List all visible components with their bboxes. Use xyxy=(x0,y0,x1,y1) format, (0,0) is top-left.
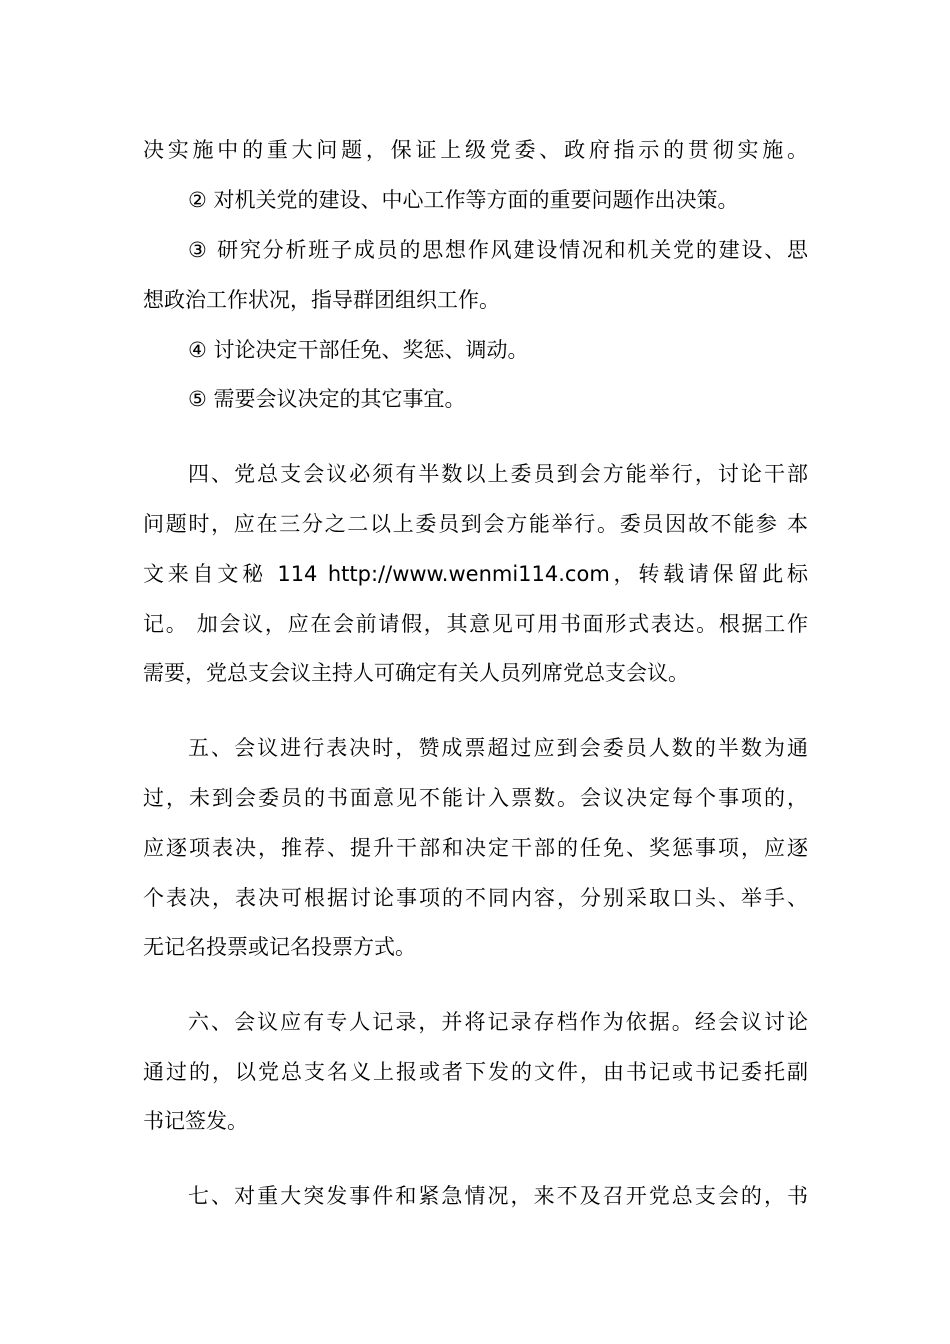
paragraph-7-line: 七、对重大突发事件和紧急情况，来不及召开党总支会的，书 xyxy=(188,1184,808,1208)
paragraph-6-line: 通过的，以党总支名义上报或者下发的文件，由书记或书记委托副 xyxy=(143,1060,808,1084)
paragraph-6-line: 六、会议应有专人记录，并将记录存档作为依据。经会议讨论 xyxy=(188,1010,808,1034)
paragraph-5-line: 无记名投票或记名投票方式。 xyxy=(143,935,416,959)
paragraph-4-line: 问题时，应在三分之二以上委员到会方能举行。委员因故不能参 本 xyxy=(143,512,808,536)
text-line: 决实施中的重大问题，保证上级党委、政府指示的贯彻实施。 xyxy=(143,138,808,162)
paragraph-6-line: 书记签发。 xyxy=(143,1109,248,1133)
paragraph-4-line: 文来自文秘 114 http://www.wenmi114.com，转载请保留此标 xyxy=(143,562,808,586)
paragraph-5-line: 五、会议进行表决时，赞成票超过应到会委员人数的半数为通 xyxy=(188,736,808,760)
paragraph-4-line: 四、党总支会议必须有半数以上委员到会方能举行，讨论干部 xyxy=(188,462,808,486)
list-item: ③ 研究分析班子成员的思想作风建设情况和机关党的建设、思 xyxy=(188,238,808,262)
text-line: 想政治工作状况，指导群团组织工作。 xyxy=(143,288,500,312)
paragraph-5-line: 过，未到会委员的书面意见不能计入票数。会议决定每个事项的， xyxy=(143,786,808,810)
list-item: ④ 讨论决定干部任免、奖惩、调动。 xyxy=(188,338,529,362)
paragraph-4-line: 需要，党总支会议主持人可确定有关人员列席党总支会议。 xyxy=(143,661,689,685)
list-item: ② 对机关党的建设、中心工作等方面的重要问题作出决策。 xyxy=(188,188,739,212)
paragraph-4-line: 记。 加会议，应在会前请假，其意见可用书面形式表达。根据工作 xyxy=(143,612,808,636)
paragraph-5-line: 应逐项表决，推荐、提升干部和决定干部的任免、奖惩事项，应逐 xyxy=(143,836,808,860)
list-item: ⑤ 需要会议决定的其它事宜。 xyxy=(188,387,466,411)
paragraph-5-line: 个表决，表决可根据讨论事项的不同内容，分别采取口头、举手、 xyxy=(143,886,808,910)
